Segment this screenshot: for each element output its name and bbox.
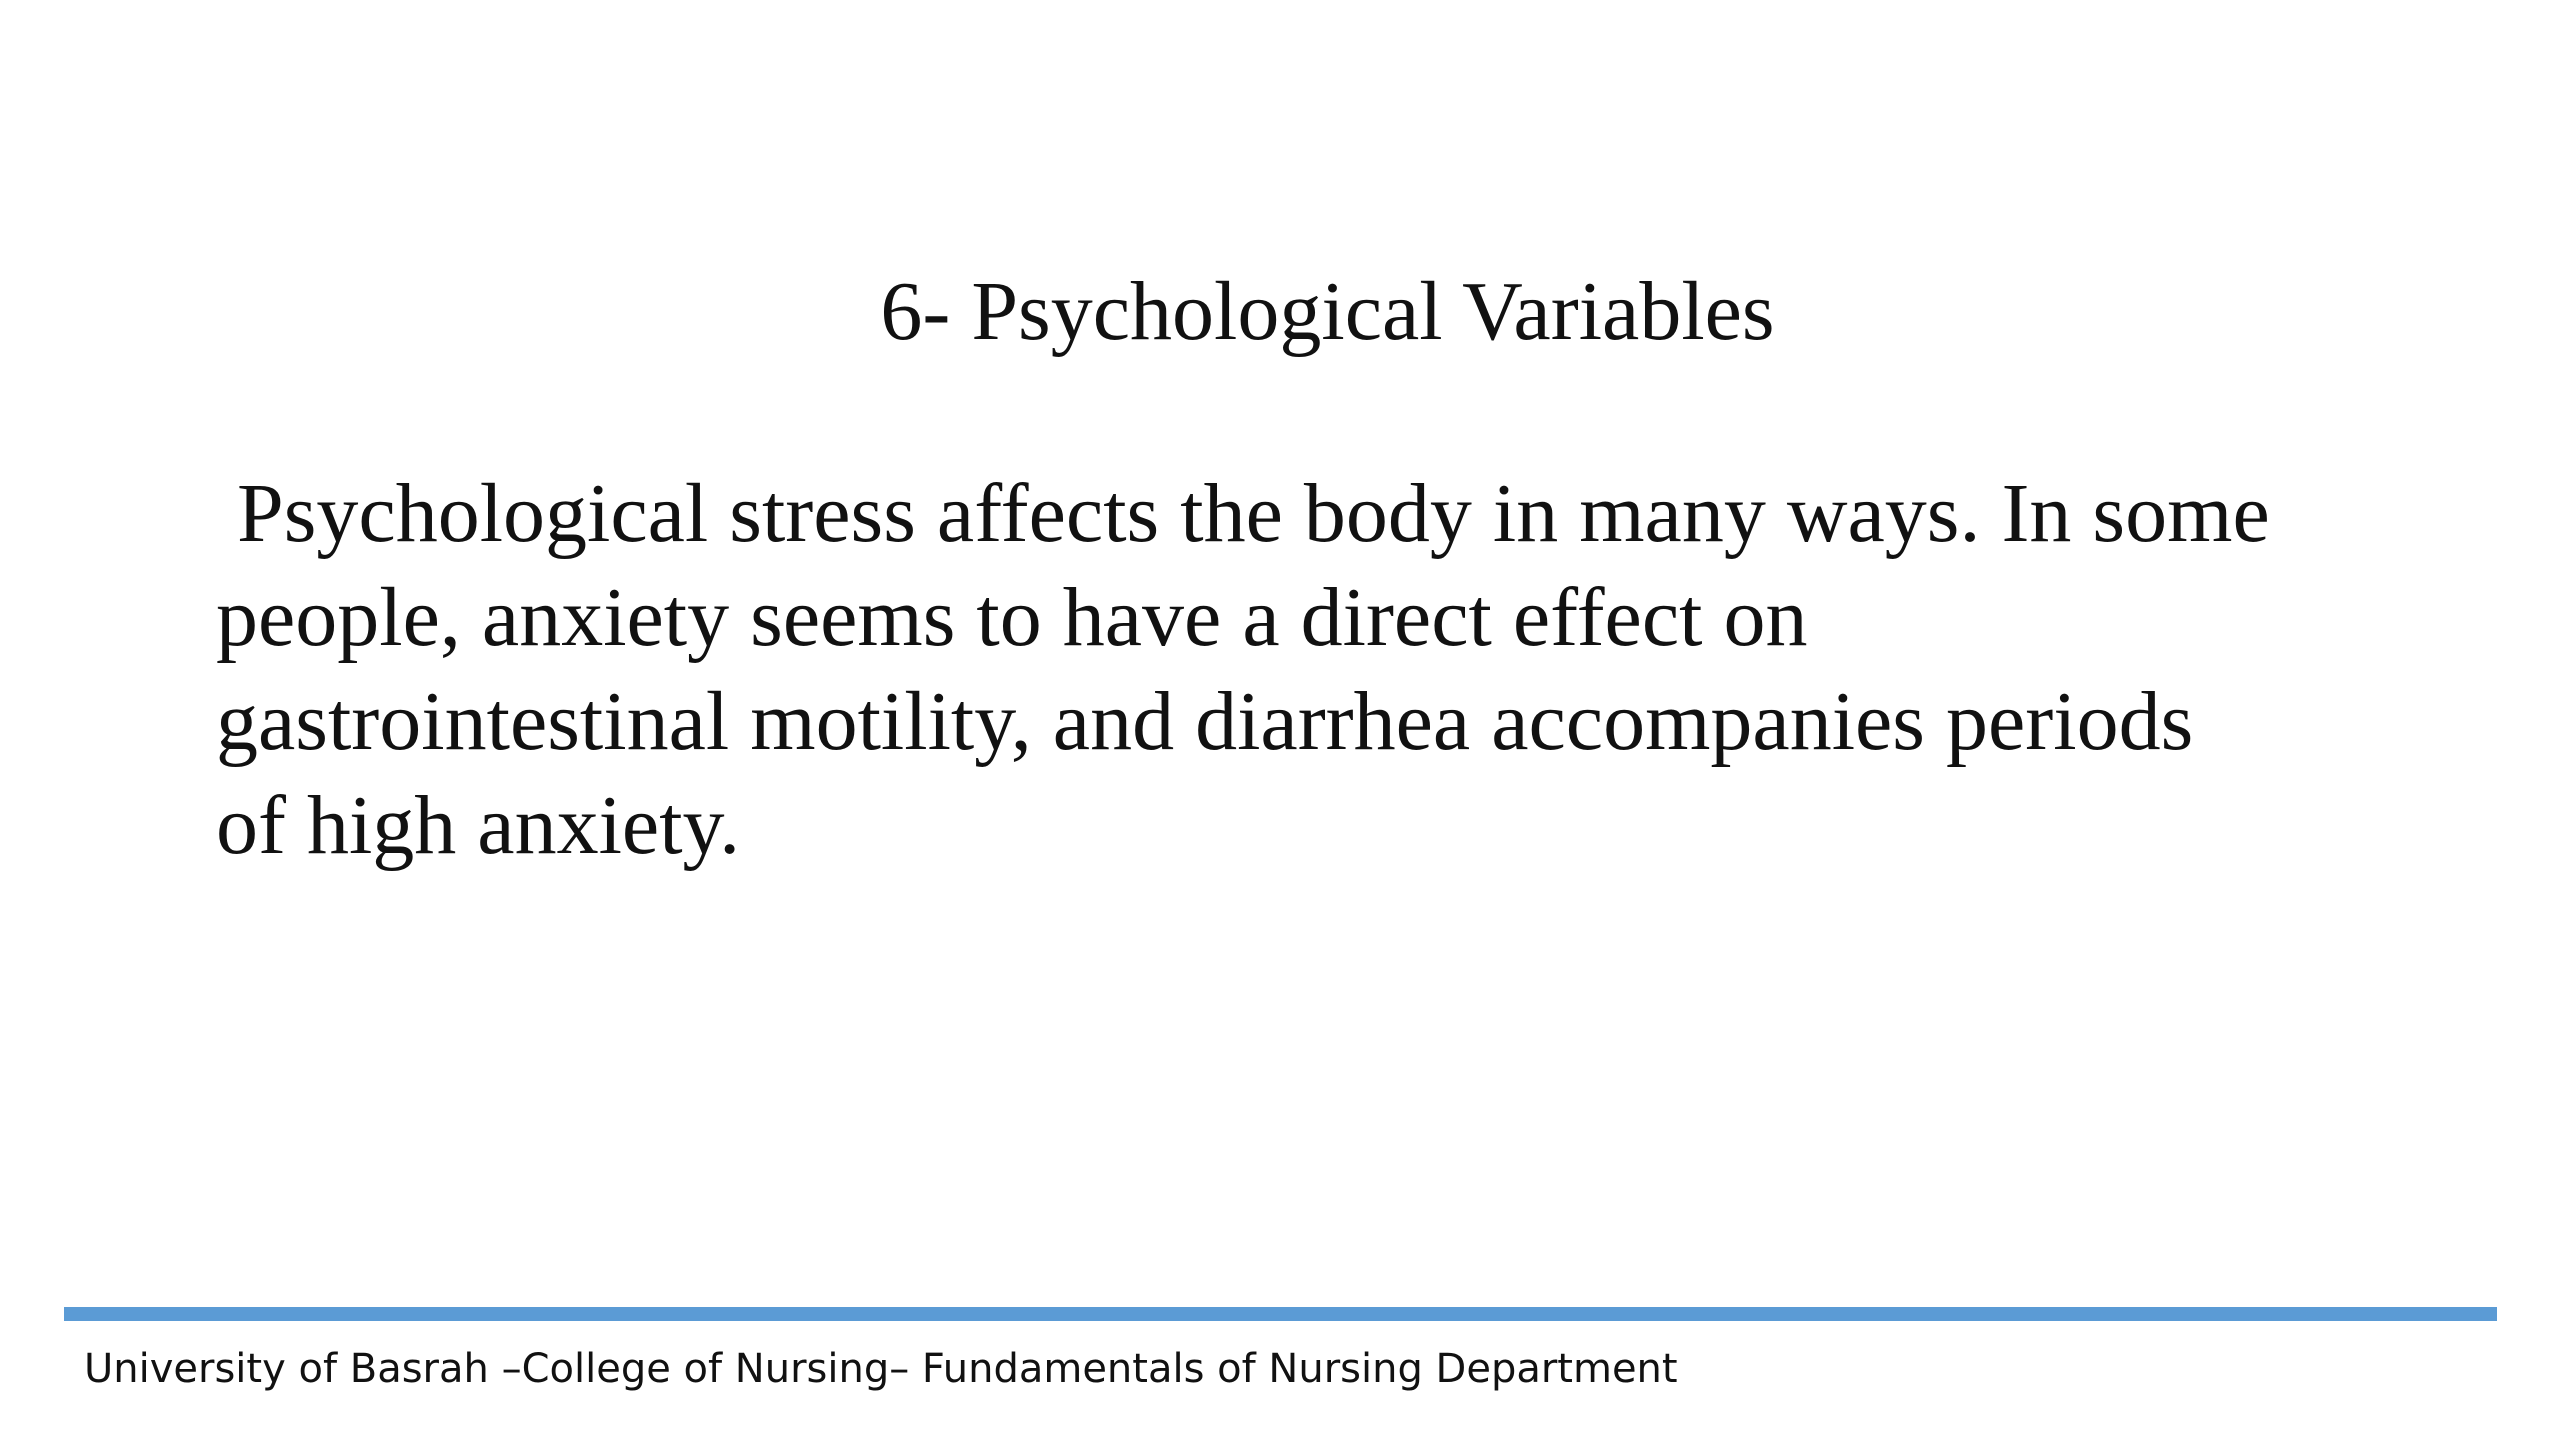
- footer-divider: [64, 1307, 2497, 1321]
- slide-body-text: Psychological stress affects the body in many ways. In some people, anxiety seems to have a direct effect on gastrointestinal motility, and diarrhea accompanies periods of high anxiety.: [216, 467, 2270, 872]
- slide-title: 6- Psychological Variables: [880, 265, 1775, 358]
- footer-text: University of Basrah –College of Nursing– Fundamentals of Nursing Department: [84, 1346, 1678, 1392]
